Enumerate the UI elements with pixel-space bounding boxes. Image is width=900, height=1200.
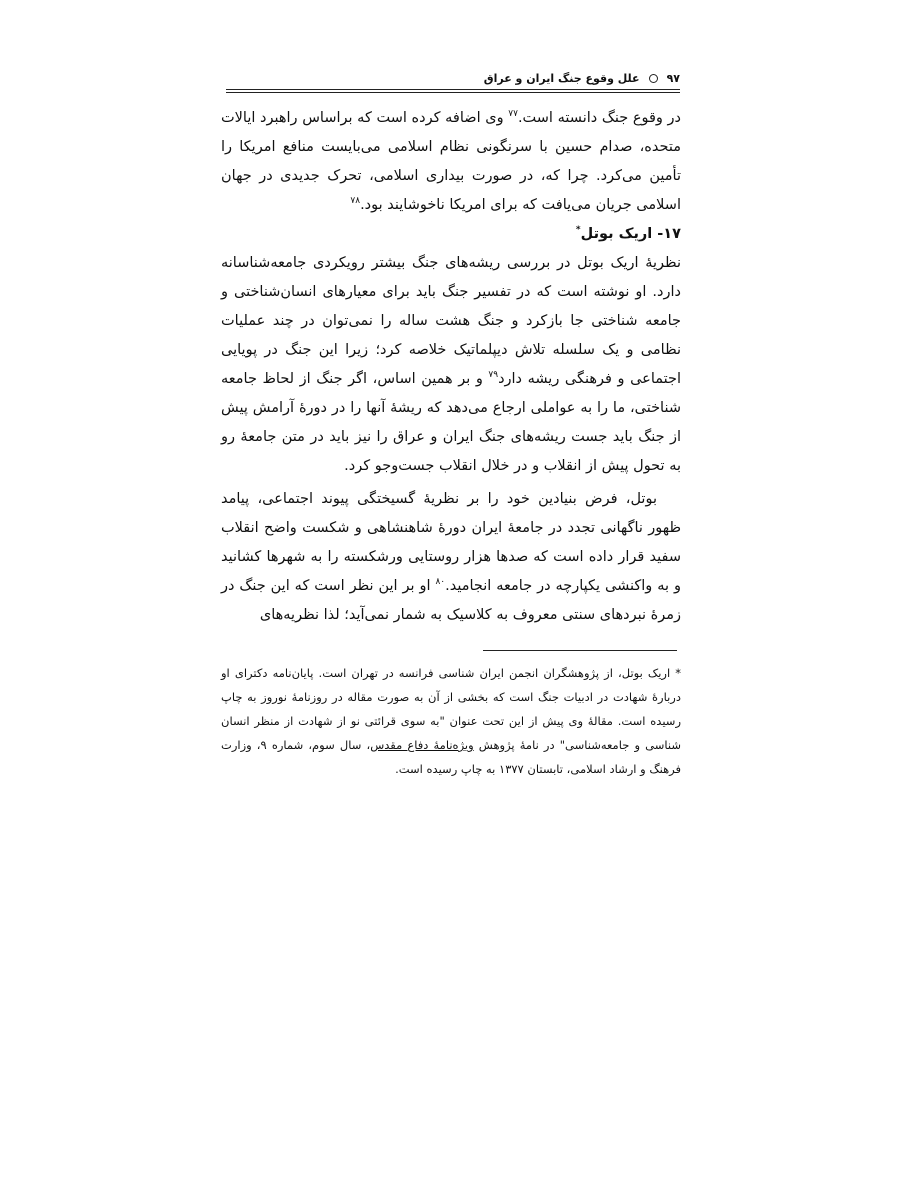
running-title: علل وقوع جنگ ایران و عراق [483,71,640,85]
main-text [221,104,681,630]
circle-separator-icon [649,74,658,83]
section-heading [221,220,681,249]
paragraph-1 [221,104,681,220]
header-rule-bottom [226,92,680,93]
footnote-text-a: * اریک بوتل، از پژوهشگران انجمن ایران شناسی فرانسه در تهران است. پایان‌نامه دکترای او دربارهٔ شهادت در ادبیات جنگ است که بخشی از آن به صورت مقاله در روزنامهٔ نوروز به چاپ رسیده است. مقالهٔ وی پیش از این تحت عنوان "به سوی قرائتی نو از شهادت از منظر انسان شناسی و جامعه‌شناسی" در نامهٔ پژوهش [221,666,681,752]
paragraph-2 [221,249,681,481]
endnote-ref-80: ۸۰ [435,577,446,588]
paragraph-1-text-b: وی اضافه کرده است که براساس راهبرد ایالات متحده، صدام حسین با سرنگونی نظام اسلامی می‌بایست منافع امریکا را تأمین می‌کرد. چرا که، در صورت بیداری اسلامی، تحرک جدیدی در جهان اسلامی جریان می‌یافت که برای امریکا ناخوشایند بود. [221,110,681,213]
endnote-ref-78: ۷۸ [350,196,361,207]
paragraph-2-text-b: و بر همین اساس، اگر جنگ از لحاظ جامعه شناختی، ما را به عواملی ارجاع می‌دهد که ریشهٔ آنها را در دورهٔ آرامش پیش از جنگ باید جست ریشه‌های جنگ ایران و عراق را نیز باید در متن جامعهٔ رو به تحول پیش از انقلاب و در خلال انقلاب جست‌وجو کرد. [221,371,681,474]
footnote-text-b: ، سال سوم، شماره ۹، وزارت فرهنگ و ارشاد اسلامی، تابستان ۱۳۷۷ به چاپ رسیده است. [221,738,681,776]
footnote-paragraph [221,661,681,781]
footnote-journal-title: ویژه‌نامهٔ دفاع مقدس [370,738,474,752]
page-number: ۹۷ [666,71,680,85]
endnote-ref-79: ۷۹ [488,370,499,381]
section-heading-text: ۱۷- اریک بوتل [580,226,681,242]
footnote [221,661,681,781]
footnote-separator [483,650,677,651]
paragraph-3 [221,485,681,630]
endnote-ref-77: ۷۷ [508,109,518,120]
paragraph-3-text-a: بوتل، فرض بنیادین خود را بر نظریهٔ گسیختگی پیوند اجتماعی، پیامد ظهور ناگهانی تجدد در جامعهٔ ایران دورهٔ شاهنشاهی و شکست واضح انقلاب سفید قرار داده است که صدها هزار روستایی ورشکسته را به شهرها کشانید و به واکنشی یکپارچه در جامعه انجامید. [221,491,681,594]
paragraph-1-text-a: در وقوع جنگ دانسته است. [517,110,681,126]
header-rule-top [226,89,680,90]
paragraph-2-text-a: نظریهٔ اریک بوتل در بررسی ریشه‌های جنگ بیشتر رویکردی جامعه‌شناسانه دارد. او نوشته است که در تفسیر جنگ باید برای معیارهای انسان‌شناختی و جامعه شناختی جا بازکرد و جنگ هشت ساله را نمی‌توان در چند عملیات نظامی و یک سلسله تلاش دیپلماتیک خلاصه کرد؛ زیرا این جنگ در پویایی اجتماعی و فرهنگی ریشه دارد [221,255,681,387]
footnote-mark: * [575,225,581,236]
running-header [226,66,680,90]
paragraph-3-text-b: او بر این نظر است که این جنگ در زمرهٔ نبردهای سنتی معروف به کلاسیک به شمار نمی‌آید؛ لذا نظریه‌های [221,578,681,623]
